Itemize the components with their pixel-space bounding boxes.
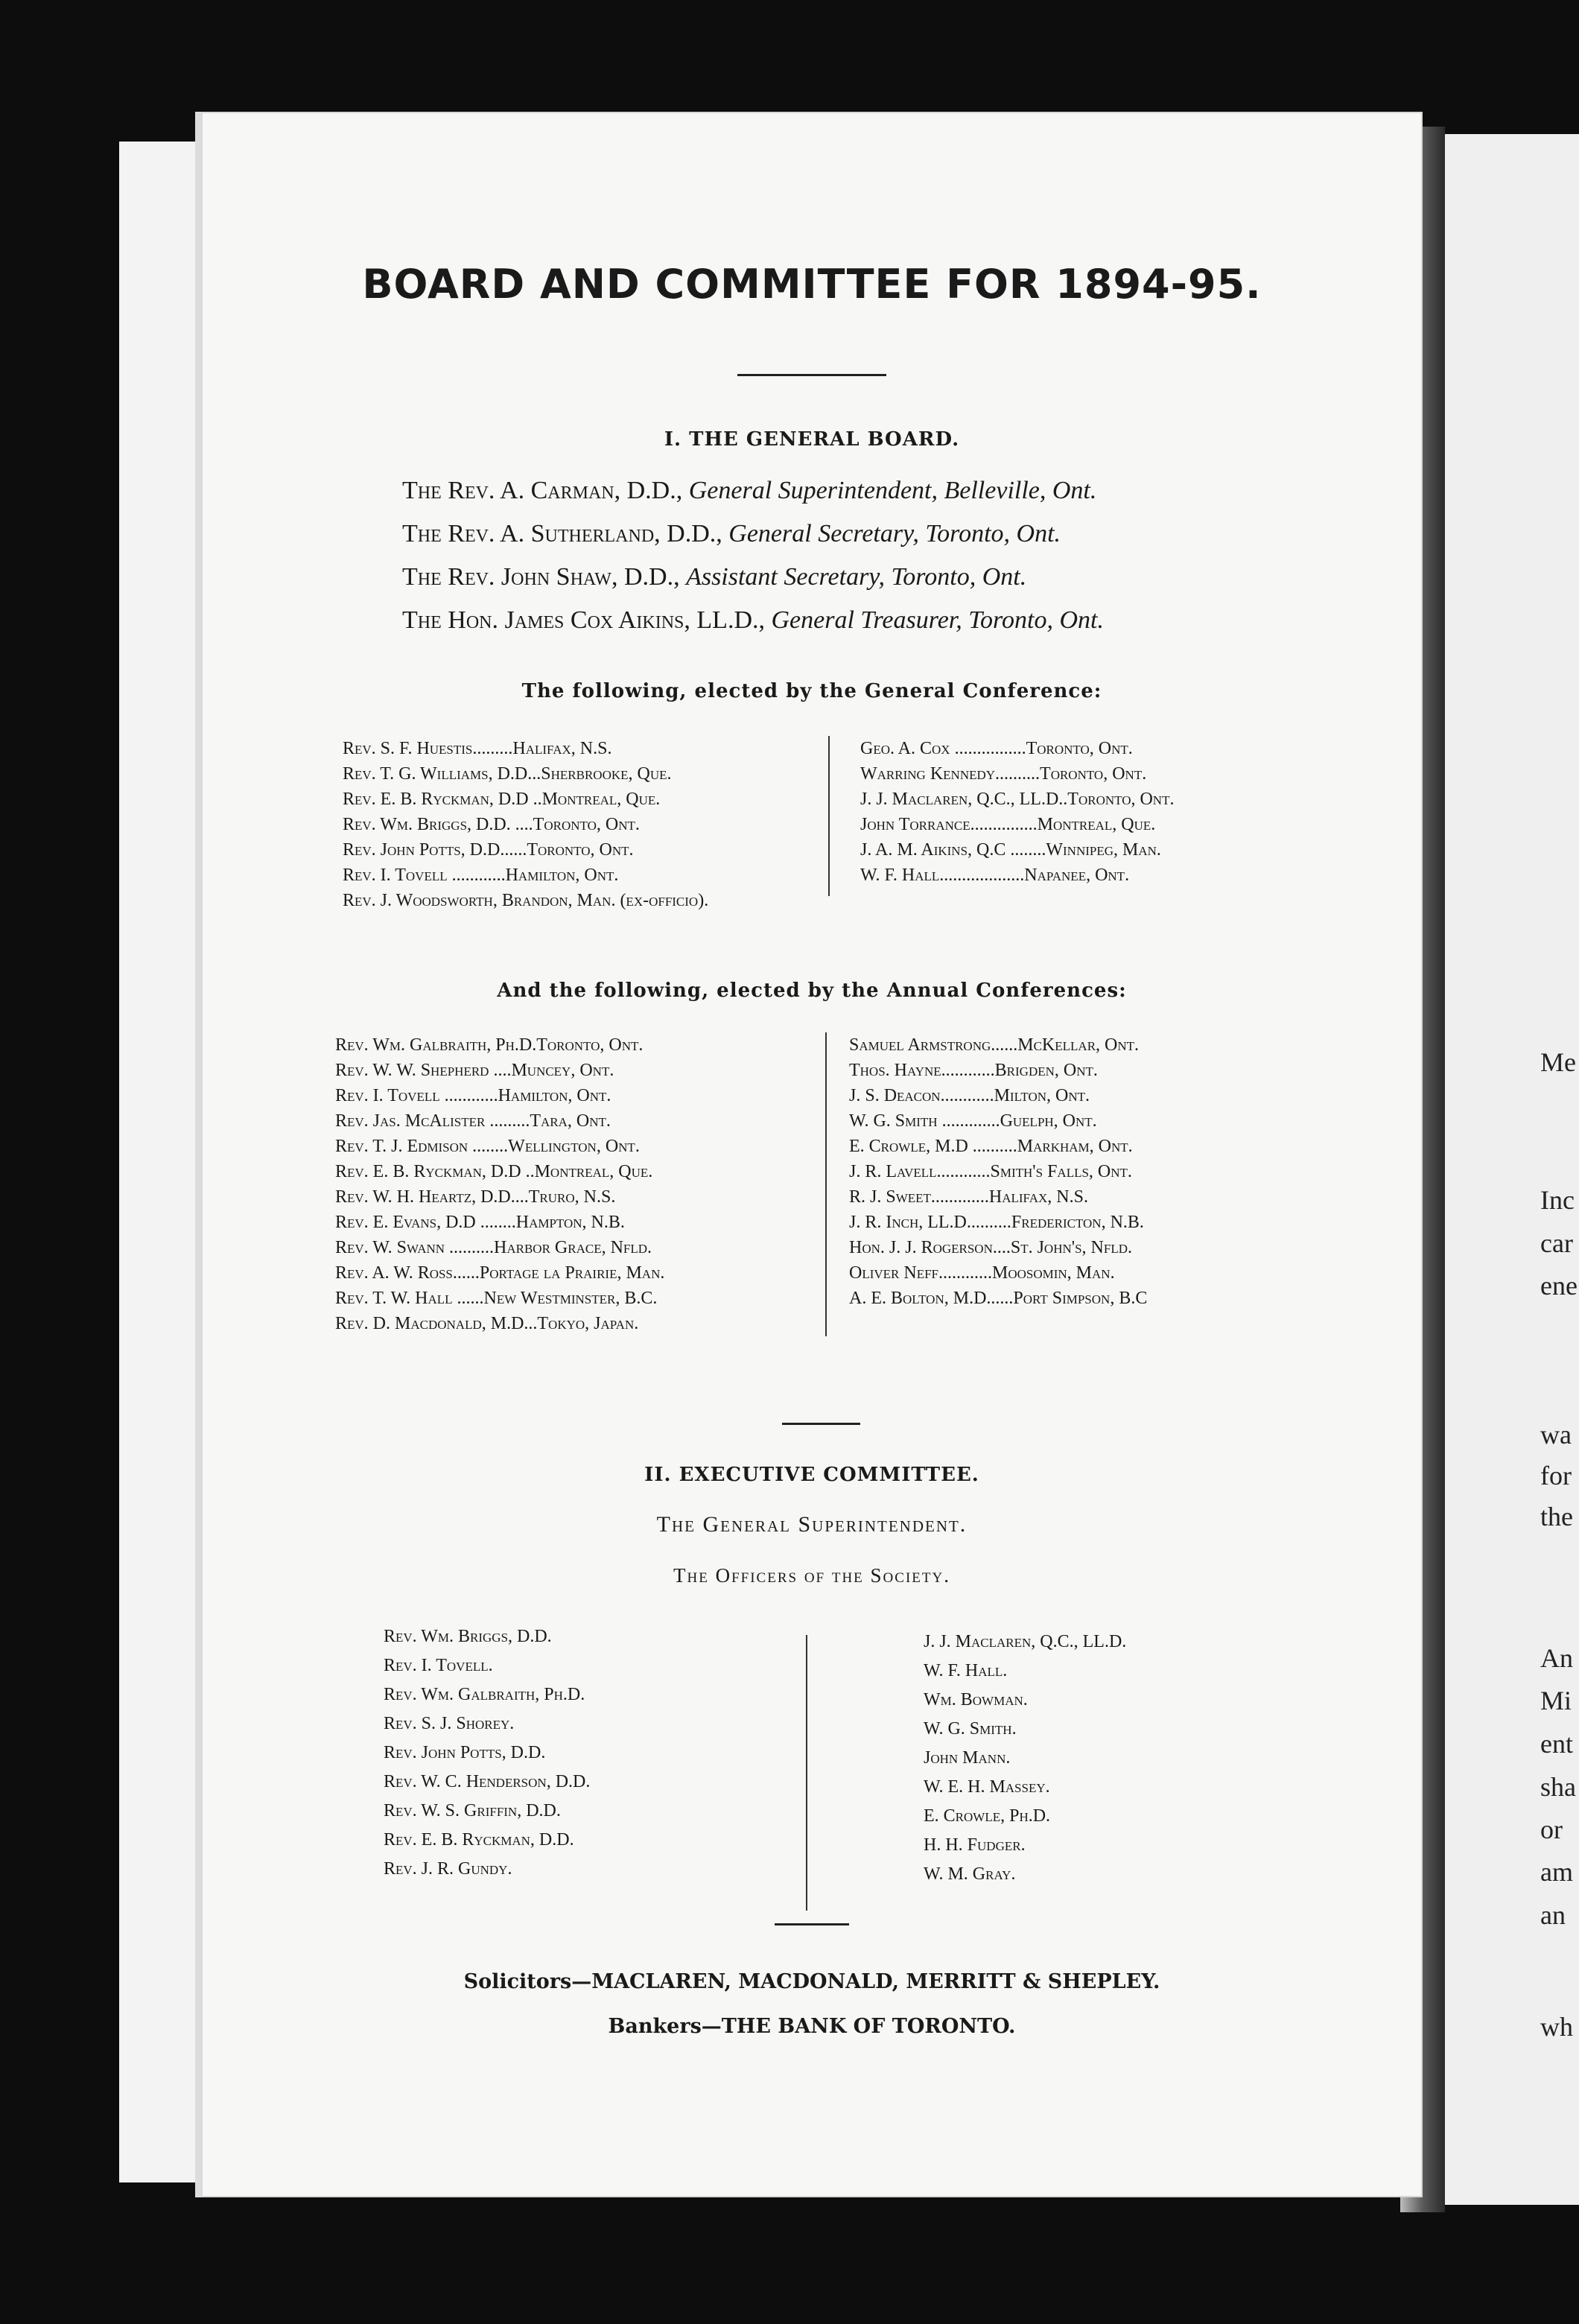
officer-role: General Superintendent, Belleville, Ont. bbox=[688, 477, 1097, 504]
facing-page-fragment: for bbox=[1540, 1461, 1572, 1490]
list-item: Rev. S. F. Huestis.........Halifax, N.S. bbox=[343, 739, 612, 758]
facing-page-fragment: an bbox=[1540, 1900, 1566, 1930]
list-item: Rev. Wm. Galbraith, Ph.D.Toronto, Ont. bbox=[335, 1035, 644, 1055]
list-item: Rev. S. J. Shorey. bbox=[384, 1714, 515, 1733]
facing-page-fragment: the bbox=[1540, 1502, 1573, 1531]
officer-name: The Hon. James Cox Aikins, LL.D., bbox=[402, 606, 772, 634]
executive-heading: II. EXECUTIVE COMMITTEE. bbox=[644, 1464, 979, 1486]
list-item: Rev. Wm. Galbraith, Ph.D. bbox=[384, 1685, 585, 1704]
facing-page-fragment: wa bbox=[1540, 1420, 1572, 1450]
list-item: J. R. Inch, LL.D..........Fredericton, N.B. bbox=[849, 1213, 1144, 1232]
general-conference-right-list bbox=[860, 736, 1174, 888]
officer-line bbox=[402, 477, 1096, 505]
list-item: Rev. W. Swann ..........Harbor Grace, Nfld. bbox=[335, 1238, 652, 1257]
list-item: J. J. Maclaren, Q.C., LL.D..Toronto, Ont. bbox=[860, 790, 1175, 809]
facing-page-fragment: Inc bbox=[1540, 1185, 1575, 1215]
facing-page-fragment: or bbox=[1540, 1815, 1563, 1844]
list-item: E. Crowle, M.D ..........Markham, Ont. bbox=[849, 1137, 1133, 1156]
list-item: A. E. Bolton, M.D......Port Simpson, B.C bbox=[849, 1289, 1148, 1308]
list-item: Rev. I. Tovell ............Hamilton, Ont. bbox=[335, 1086, 611, 1105]
column-divider bbox=[825, 1032, 827, 1336]
divider bbox=[782, 1423, 860, 1425]
list-item: Warring Kennedy..........Toronto, Ont. bbox=[860, 764, 1147, 784]
list-item: Rev. T. G. Williams, D.D...Sherbrooke, Que. bbox=[343, 764, 672, 784]
list-item: Rev. I. Tovell. bbox=[384, 1656, 493, 1675]
facing-page-fragment: car bbox=[1540, 1228, 1573, 1258]
list-item: Rev. E. B. Ryckman, D.D ..Montreal, Que. bbox=[343, 790, 661, 809]
facing-page-fragment: Mi bbox=[1540, 1686, 1572, 1715]
list-item: Samuel Armstrong......McKellar, Ont. bbox=[849, 1035, 1140, 1055]
list-item: W. G. Smith. bbox=[924, 1719, 1017, 1739]
list-item: John Mann. bbox=[924, 1748, 1011, 1768]
facing-page-fragment: wh bbox=[1540, 2012, 1573, 2042]
executive-line: The General Superintendent. bbox=[656, 1512, 968, 1537]
officer-line bbox=[402, 520, 1061, 548]
general-conference-left-list bbox=[343, 736, 708, 913]
facing-page-fragment: sha bbox=[1540, 1772, 1576, 1802]
facing-page-fragment: ene bbox=[1540, 1271, 1578, 1301]
list-item: W. F. Hall. bbox=[924, 1661, 1008, 1680]
list-item: Oliver Neff............Moosomin, Man. bbox=[849, 1263, 1115, 1283]
list-item: Rev. Jas. McAlister .........Tara, Ont. bbox=[335, 1111, 611, 1131]
list-item: J. J. Maclaren, Q.C., LL.D. bbox=[924, 1632, 1127, 1651]
bankers-line: Bankers—THE BANK OF TORONTO. bbox=[608, 2015, 1016, 2038]
annual-conferences-left-list bbox=[335, 1032, 664, 1336]
facing-page-fragment: ent bbox=[1540, 1729, 1573, 1759]
officer-role: General Treasurer, Toronto, Ont. bbox=[771, 606, 1104, 634]
facing-page-fragment: am bbox=[1540, 1857, 1573, 1887]
officer-name: The Rev. A. Carman, D.D., bbox=[402, 477, 689, 504]
list-item: Rev. J. Woodsworth, Brandon, Man. (ex-officio). bbox=[343, 891, 709, 910]
list-item: Thos. Hayne............Brigden, Ont. bbox=[849, 1061, 1098, 1080]
list-item: Rev. John Potts, D.D. bbox=[384, 1743, 546, 1762]
list-item: Rev. W. W. Shepherd ....Muncey, Ont. bbox=[335, 1061, 614, 1080]
list-item: Rev. D. Macdonald, M.D...Tokyo, Japan. bbox=[335, 1314, 639, 1333]
general-conference-heading: The following, elected by the General Conference: bbox=[521, 680, 1102, 702]
list-item: W. M. Gray. bbox=[924, 1864, 1016, 1884]
list-item: Rev. E. B. Ryckman, D.D ..Montreal, Que. bbox=[335, 1162, 653, 1181]
list-item: W. F. Hall...................Napanee, Ont. bbox=[860, 866, 1130, 885]
officer-role: General Secretary, Toronto, Ont. bbox=[728, 520, 1061, 547]
list-item: J. R. Lavell............Smith's Falls, Ont. bbox=[849, 1162, 1132, 1181]
page-title: BOARD AND COMMITTEE FOR 1894-95. bbox=[362, 261, 1262, 308]
list-item: Rev. J. R. Gundy. bbox=[384, 1859, 512, 1879]
list-item: E. Crowle, Ph.D. bbox=[924, 1806, 1051, 1826]
list-item: R. J. Sweet.............Halifax, N.S. bbox=[849, 1187, 1088, 1207]
general-board-heading: I. THE GENERAL BOARD. bbox=[664, 428, 960, 451]
executive-left-list bbox=[384, 1622, 590, 1884]
list-item: Rev. Wm. Briggs, D.D. ....Toronto, Ont. bbox=[343, 815, 640, 834]
list-item: J. S. Deacon............Milton, Ont. bbox=[849, 1086, 1090, 1105]
officer-role: Assistant Secretary, Toronto, Ont. bbox=[686, 563, 1027, 591]
list-item: Geo. A. Cox ................Toronto, Ont. bbox=[860, 739, 1133, 758]
list-item: W. G. Smith .............Guelph, Ont. bbox=[849, 1111, 1097, 1131]
column-divider bbox=[828, 736, 830, 896]
officer-line bbox=[402, 606, 1104, 635]
officer-line bbox=[402, 563, 1026, 591]
column-divider bbox=[806, 1635, 807, 1911]
list-item: John Torrance...............Montreal, Que. bbox=[860, 815, 1156, 834]
list-item: Rev. T. W. Hall ......New Westminster, B.C. bbox=[335, 1289, 658, 1308]
solicitors-line: Solicitors—MACLAREN, MACDONALD, MERRITT & SHEPLEY. bbox=[463, 1970, 1160, 1993]
executive-line: The Officers of the Society. bbox=[673, 1564, 950, 1587]
divider bbox=[775, 1923, 849, 1925]
divider bbox=[737, 374, 886, 376]
list-item: Rev. W. C. Henderson, D.D. bbox=[384, 1772, 591, 1791]
list-item: Rev. John Potts, D.D......Toronto, Ont. bbox=[343, 840, 634, 860]
list-item: Rev. E. Evans, D.D ........Hampton, N.B. bbox=[335, 1213, 625, 1232]
list-item: H. H. Fudger. bbox=[924, 1835, 1026, 1855]
facing-page bbox=[1423, 134, 1579, 2205]
list-item: Hon. J. J. Rogerson....St. John's, Nfld. bbox=[849, 1238, 1132, 1257]
officer-name: The Rev. A. Sutherland, D.D., bbox=[402, 520, 729, 547]
list-item: Rev. A. W. Ross......Portage la Prairie, Man. bbox=[335, 1263, 665, 1283]
list-item: Rev. W. S. Griffin, D.D. bbox=[384, 1801, 561, 1820]
list-item: Rev. W. H. Heartz, D.D....Truro, N.S. bbox=[335, 1187, 616, 1207]
document-page bbox=[201, 112, 1423, 2197]
list-item: Rev. Wm. Briggs, D.D. bbox=[384, 1627, 552, 1646]
executive-right-list bbox=[924, 1628, 1126, 1889]
officer-name: The Rev. John Shaw, D.D., bbox=[402, 563, 687, 591]
annual-conferences-heading: And the following, elected by the Annual Conferences: bbox=[497, 980, 1127, 1002]
annual-conferences-right-list bbox=[849, 1032, 1147, 1311]
facing-page-fragment: Me bbox=[1540, 1047, 1576, 1077]
facing-page-fragment: An bbox=[1540, 1643, 1573, 1673]
list-item: J. A. M. Aikins, Q.C ........Winnipeg, Man. bbox=[860, 840, 1161, 860]
list-item: Rev. E. B. Ryckman, D.D. bbox=[384, 1830, 574, 1850]
list-item: W. E. H. Massey. bbox=[924, 1777, 1050, 1797]
list-item: Rev. I. Tovell ............Hamilton, Ont. bbox=[343, 866, 619, 885]
list-item: Wm. Bowman. bbox=[924, 1690, 1028, 1709]
list-item: Rev. T. J. Edmison ........Wellington, Ont. bbox=[335, 1137, 640, 1156]
